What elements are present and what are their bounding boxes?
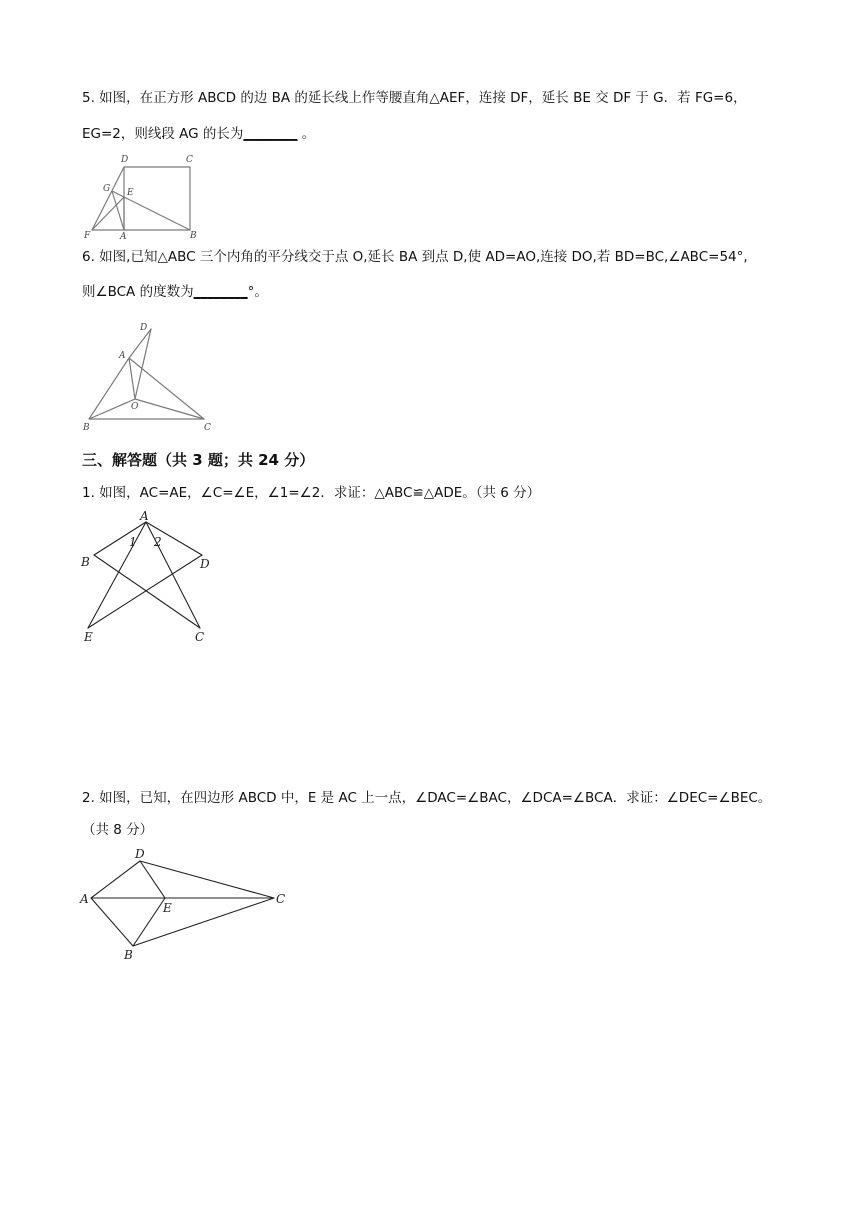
p1-label-d: D bbox=[200, 557, 210, 571]
q5-text-line2-pre: EG=2，则线段 AG 的长为 bbox=[82, 126, 244, 142]
q6-label-c: C bbox=[204, 423, 211, 433]
q6-triangle-abc bbox=[89, 358, 204, 419]
q5-answer-blank[interactable]: ________ bbox=[243, 126, 298, 142]
p2-figure bbox=[78, 844, 293, 966]
q6-segment-ao bbox=[129, 358, 135, 399]
q5-label-d: D bbox=[121, 155, 129, 165]
q6-answer-blank[interactable]: ________ bbox=[193, 284, 248, 300]
q5-label-a: A bbox=[120, 232, 127, 242]
p1-text: 1. 如图，AC=AE，∠C=∠E，∠1=∠2．求证：△ABC≌△ADE。（共 6 分） bbox=[82, 485, 541, 501]
p1-label-1: 1 bbox=[129, 535, 137, 549]
q5-label-b: B bbox=[190, 231, 197, 241]
p1-segment-ae bbox=[88, 522, 146, 628]
p2-segment-be bbox=[133, 898, 165, 946]
p2-label-e: E bbox=[163, 901, 172, 915]
q6-segment-co bbox=[135, 399, 204, 419]
q5-label-g: G bbox=[103, 184, 111, 194]
q6-text-line2-post: °。 bbox=[247, 284, 268, 300]
q5-text-line2-post: 。 bbox=[297, 126, 316, 142]
p2-label-d: D bbox=[135, 847, 145, 861]
p1-label-e: E bbox=[84, 630, 93, 644]
p2-quadrilateral-abcd bbox=[91, 861, 274, 946]
q6-figure bbox=[80, 318, 235, 436]
q5-segment-ag bbox=[112, 191, 124, 230]
q6-text-line2 bbox=[82, 282, 268, 302]
p2-text-line2: （共 8 分） bbox=[82, 822, 154, 838]
q5-label-e: E bbox=[127, 188, 134, 198]
p2-label-a: A bbox=[80, 892, 89, 906]
q5-segment-df bbox=[92, 167, 124, 230]
p1-label-c: C bbox=[195, 630, 205, 644]
q5-label-f: F bbox=[84, 231, 91, 241]
q6-label-b: B bbox=[83, 423, 90, 433]
q5-text-line2 bbox=[82, 124, 315, 144]
q5-text-line1: 5. 如图，在正方形 ABCD 的边 BA 的延长线上作等腰直角△AEF，连接 DF，延长 BE 交 DF 于 G．若 FG=6， bbox=[82, 90, 747, 106]
p1-label-a: A bbox=[140, 509, 149, 523]
p1-label-2: 2 bbox=[154, 535, 162, 549]
p2-text-line1: 2. 如图，已知，在四边形 ABCD 中，E 是 AC 上一点，∠DAC=∠BAC，∠DCA=∠BCA．求证：∠DEC=∠BEC。 bbox=[82, 790, 772, 806]
p1-label-b: B bbox=[81, 555, 90, 569]
p2-label-c: C bbox=[276, 892, 286, 906]
p2-label-b: B bbox=[124, 948, 133, 962]
q6-text-line2-pre: 则∠BCA 的度数为 bbox=[82, 284, 194, 300]
q6-label-d: D bbox=[140, 323, 148, 333]
p1-segment-ab bbox=[94, 522, 146, 555]
q6-text-line1: 6. 如图,已知△ABC 三个内角的平分线交于点 O,延长 BA 到点 D,使 AD=AO,连接 DO,若 BD=BC,∠ABC=54°, bbox=[82, 249, 748, 265]
q6-label-a: A bbox=[119, 351, 126, 361]
section-title: 三、解答题（共 3 题；共 24 分） bbox=[82, 451, 315, 469]
q5-square-abcd bbox=[124, 167, 190, 230]
q5-figure bbox=[80, 150, 205, 240]
p1-figure bbox=[78, 508, 218, 648]
q5-label-c: C bbox=[186, 155, 193, 165]
q6-label-o: O bbox=[131, 402, 139, 412]
